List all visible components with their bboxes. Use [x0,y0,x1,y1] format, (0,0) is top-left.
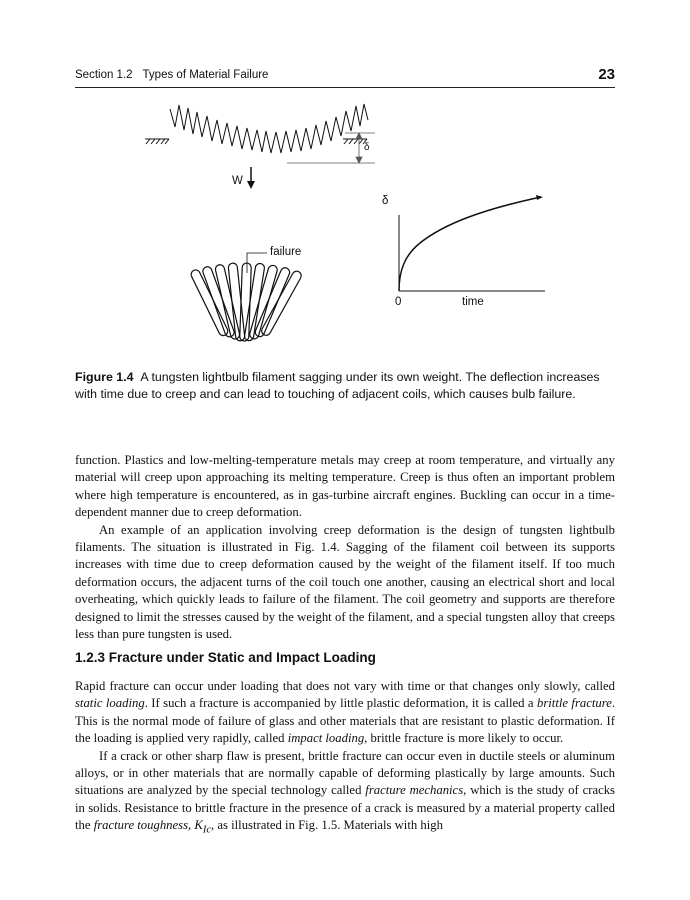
paragraph-4: If a crack or other sharp flaw is present, brittle fracture can occur even in ductile steels or aluminum alloys, or in other materials that are normally capable of deforming plastically by large amounts. Such situations are analyzed by the special technology called fracture mechanics, which is the study of cracks in solids. Resistance to brittle fracture in the presence of a crack is measured by a material property called the fracture toughness, $K_{Ic}$, as illustrated in Fig. 1.5. Materials with high [75,748,615,836]
section-body [75,678,615,839]
term-impact-loading: impact loading [287,731,365,746]
graph-origin-label: 0 [395,296,402,308]
header-rule [75,87,615,88]
term-fracture-toughness: fracture toughness [93,818,189,833]
body-text [75,452,615,643]
paragraph-2: An example of an application involving creep deformation is the design of tungsten lightbulb filaments. The situation is illustrated in Fig. 1.4. Sagging of the filament coil between its supports increases with time due to creep deformation caused by the weight of the filament itself. If too much deformation occurs, the adjacent turns of the coil touch one another, causing an electrical short and local overheating, which quickly leads to failure of the filament. The coil geometry and supports are therefore designed to limit the stresses caused by the weight of the filament, and a special tungsten alloy that creeps less than pure tungsten is used. [75,522,615,642]
section-heading: 1.2.3 Fracture under Static and Impact Loading [75,650,376,665]
graph-y-label: δ [382,195,389,207]
creep-graph [399,195,545,291]
graph-x-label: time [462,296,484,308]
section-title: Types of Material Failure [142,69,269,81]
left-support [145,139,169,144]
term-fracture-mechanics: fracture mechanics [365,783,464,798]
page-number: 23 [598,66,615,83]
load-label: W [232,175,243,187]
deflection-label: δ [364,142,370,153]
failed-coil [190,263,303,342]
term-static-loading: static loading [75,696,145,711]
symbol-k: K [194,818,203,833]
running-head [75,66,615,86]
sagging-coil [170,104,368,153]
section-header [75,69,268,81]
figure-illustration [75,95,615,365]
figure-caption [75,369,615,402]
caption-text: A tungsten lightbulb filament sagging under its own weight. The deflection increases with time due to creep and can lead to touching of adjacent coils, which causes bulb failure. [75,370,600,401]
section-label: Section 1.2 [75,69,133,81]
caption-number: Figure 1.4 [75,370,134,384]
paragraph-1: function. Plastics and low-melting-temperature metals may creep at room temperature, and virtually any material will creep upon approaching its melting temperature. Creep is thus often an important problem where high temperature is encountered, as in gas-turbine aircraft engines. Buckling can occur in a time-dependent manner due to creep deformation. [75,453,615,520]
weight-arrow [247,167,255,189]
failure-label: failure [270,246,302,258]
symbol-ic: Ic [202,824,212,836]
paragraph-3: Rapid fracture can occur under loading that does not vary with time or that changes only slowly, called static loading. If such a fracture is accompanied by little plastic deformation, it is called a brittle fracture. This is the normal mode of failure of glass and other materials that are resistant to plastic deformation. If the loading is applied very rapidly, called impact loading, brittle fracture is more likely to occur. [75,679,615,746]
creep-curve [399,197,541,291]
term-brittle-fracture: brittle fracture [536,696,612,711]
figure-1-4 [75,95,615,365]
